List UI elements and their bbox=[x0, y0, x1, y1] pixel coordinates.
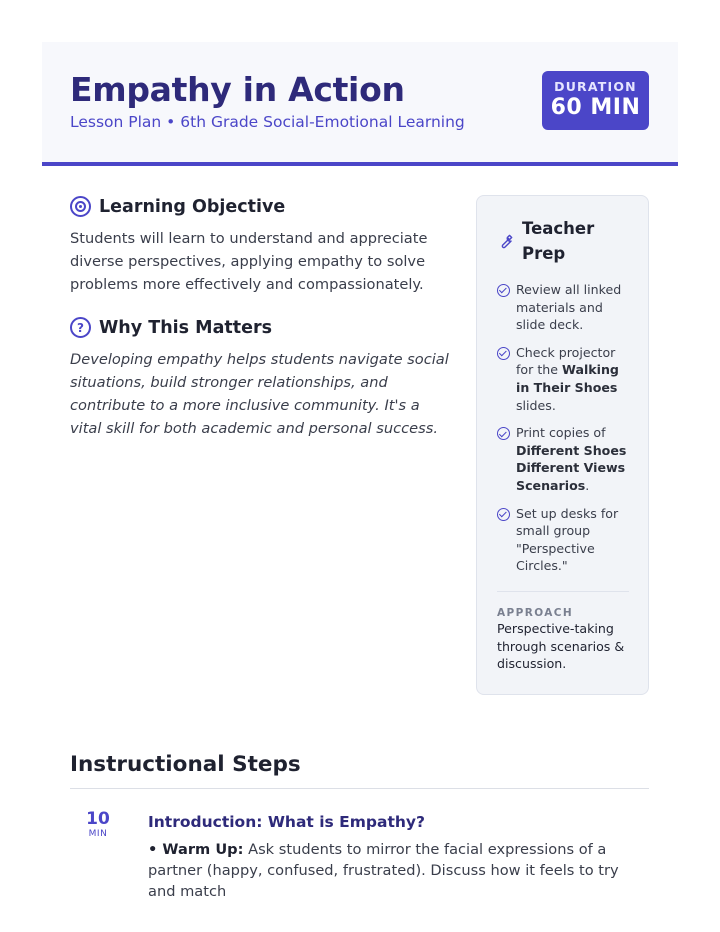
why-text: Developing empathy helps students navigate social situations, build stronger relationships, and contribute to a more inclusive community. It's a vital skill for both academic and personal success. bbox=[70, 351, 449, 437]
prep-item-text: Set up desks for small group "Perspective Circles." bbox=[516, 505, 619, 574]
step-body bbox=[148, 839, 648, 902]
step-minutes-unit: MIN bbox=[88, 829, 108, 839]
prep-item bbox=[497, 424, 632, 494]
prep-item bbox=[497, 344, 632, 414]
duration-label: DURATION bbox=[554, 79, 637, 94]
prep-item-text: Print copies of Different Shoes Different Views Scenarios. bbox=[516, 425, 627, 493]
target-icon bbox=[70, 196, 91, 217]
prep-item-text: Review all linked materials and slide deck. bbox=[516, 282, 622, 333]
why-heading bbox=[70, 317, 272, 338]
objective-heading bbox=[70, 196, 285, 217]
check-circle-icon bbox=[497, 347, 510, 360]
step-title: Introduction: What is Empathy? bbox=[148, 813, 425, 831]
why-heading-text: Why This Matters bbox=[99, 317, 273, 338]
duration-value: 60 MIN bbox=[550, 95, 641, 120]
check-circle-icon bbox=[497, 508, 510, 521]
prep-item bbox=[497, 505, 632, 575]
step-duration bbox=[82, 809, 114, 839]
teacher-prep-panel bbox=[476, 195, 649, 695]
step-lead: • Warm Up: bbox=[148, 841, 244, 858]
prep-item bbox=[497, 281, 632, 334]
approach-text: Perspective-taking through scenarios & discussion. bbox=[497, 621, 625, 672]
objective-heading-text: Learning Objective bbox=[99, 196, 286, 217]
teacher-prep-list bbox=[497, 281, 632, 585]
approach-label: APPROACH bbox=[497, 607, 574, 619]
lesson-header bbox=[42, 42, 678, 166]
duration-badge bbox=[542, 71, 649, 130]
prep-divider bbox=[497, 591, 629, 592]
prep-item-text: Check projector for the Walking in Their Shoes slides. bbox=[516, 344, 619, 413]
page-title: Empathy in Action bbox=[70, 70, 405, 109]
page-subtitle: Lesson Plan • 6th Grade Social-Emotional Learning bbox=[70, 113, 465, 131]
check-circle-icon bbox=[497, 284, 510, 297]
teacher-prep-title: Teacher Prep bbox=[522, 219, 595, 263]
steps-divider bbox=[70, 788, 649, 789]
teacher-prep-header bbox=[497, 216, 612, 266]
check-circle-icon bbox=[497, 427, 510, 440]
wrench-icon bbox=[497, 233, 514, 250]
steps-heading: Instructional Steps bbox=[70, 752, 301, 777]
step-text: Ask students to mirror the facial expressions of a partner (happy, confused, frustrated). Discuss how it feels to try and match bbox=[148, 841, 619, 900]
step-minutes: 10 bbox=[86, 809, 110, 829]
question-circle-icon: ? bbox=[70, 317, 91, 338]
objective-text: Students will learn to understand and appreciate diverse perspectives, applying empathy to solve problems more effectively and compassionately. bbox=[70, 230, 428, 293]
